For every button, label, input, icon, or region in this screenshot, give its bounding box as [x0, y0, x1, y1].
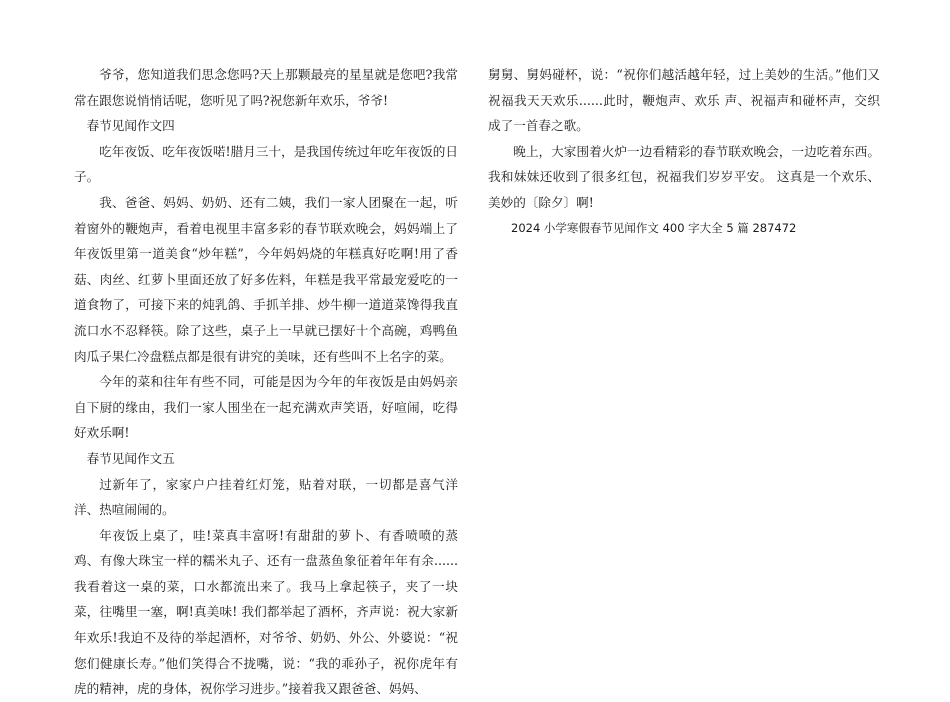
section-heading: 春节见闻作文五	[86, 450, 175, 466]
paragraph: 舅舅、舅妈碰杯，说：“祝你们越活越年轻，过上美妙的生活。”他们又祝福我天天欢乐......此时，鞭炮声、欢乐 声、祝福声和碰杯声，交织成了一首春之歌。	[488, 67, 880, 134]
left-column	[74, 62, 458, 702]
paragraph: 吃年夜饭、吃年夜饭喏!腊月三十，是我国传统过年吃年夜饭的日子。	[74, 143, 458, 185]
document-title: 2024 小学寒假春节见闻作文 400 字大全 5 篇 287472	[511, 220, 797, 235]
section-heading: 春节见闻作文四	[86, 118, 175, 134]
paragraph: 晚上，大家围着火炉一边看精彩的春节联欢晚会，一边吃着东西。我和妹妹还收到了很多红包，祝福我们岁岁平安。 这真是一个欢乐、美妙的〔除夕〕啊!	[488, 143, 880, 210]
paragraph: 我、爸爸、妈妈、奶奶、还有二姨，我们一家人团聚在一起，听着窗外的鞭炮声，看着电视里丰富多彩的春节联欢晚会，妈妈端上了年夜饭里第一道美食“炒年糕”，今年妈妈烧的年糕真好吃啊!用了香菇、肉丝、红萝卜里面还放了好多佐料，年糕是我平常最宠爱吃的一道食物了，可接下来的炖乳鸽、手抓羊排、炒牛柳一道道菜馋得我直流口水不忍释筷。除了这些，桌子上一早就已摆好十个高碗，鸡鸭鱼肉瓜子果仁冷盘糕点都是很有讲究的美味，还有些叫不上名字的菜。	[74, 194, 458, 364]
paragraph: 过新年了，家家户户挂着红灯笼，贴着对联，一切都是喜气洋洋、热喧闹闹的。	[74, 476, 458, 518]
paragraph: 年夜饭上桌了，哇!菜真丰富呀!有甜甜的萝卜、有香喷喷的蒸鸡、有像大珠宝一样的糯米丸子、还有一盘蒸鱼象征着年年有余......我看着这一桌的菜，口水都流出来了。我马上拿起筷子，夹了一块菜，往嘴里一塞，啊!真美味! 我们都举起了酒杯，齐声说：祝大家新年欢乐!我迫不及待的举起酒杯，对爷爷、奶奶、外公、外婆说：“祝您们健康长寿。”他们笑得合不拢嘴，说：“我的乖孙子，祝你虎年有虎的精神，虎的身体，祝你学习进步。”接着我又跟爸爸、妈妈、	[74, 527, 458, 697]
right-column	[488, 62, 880, 241]
paragraph: 爷爷，您知道我们思念您吗?天上那颗最亮的星星就是您吧?我常常在跟您说悄悄话呢，您听见了吗?祝您新年欢乐，爷爷!	[74, 67, 458, 108]
paragraph: 今年的菜和往年有些不同，可能是因为今年的年夜饭是由妈妈亲自下厨的缘由，我们一家人围坐在一起充满欢声笑语，好喧闹，吃得好欢乐啊!	[74, 374, 458, 441]
